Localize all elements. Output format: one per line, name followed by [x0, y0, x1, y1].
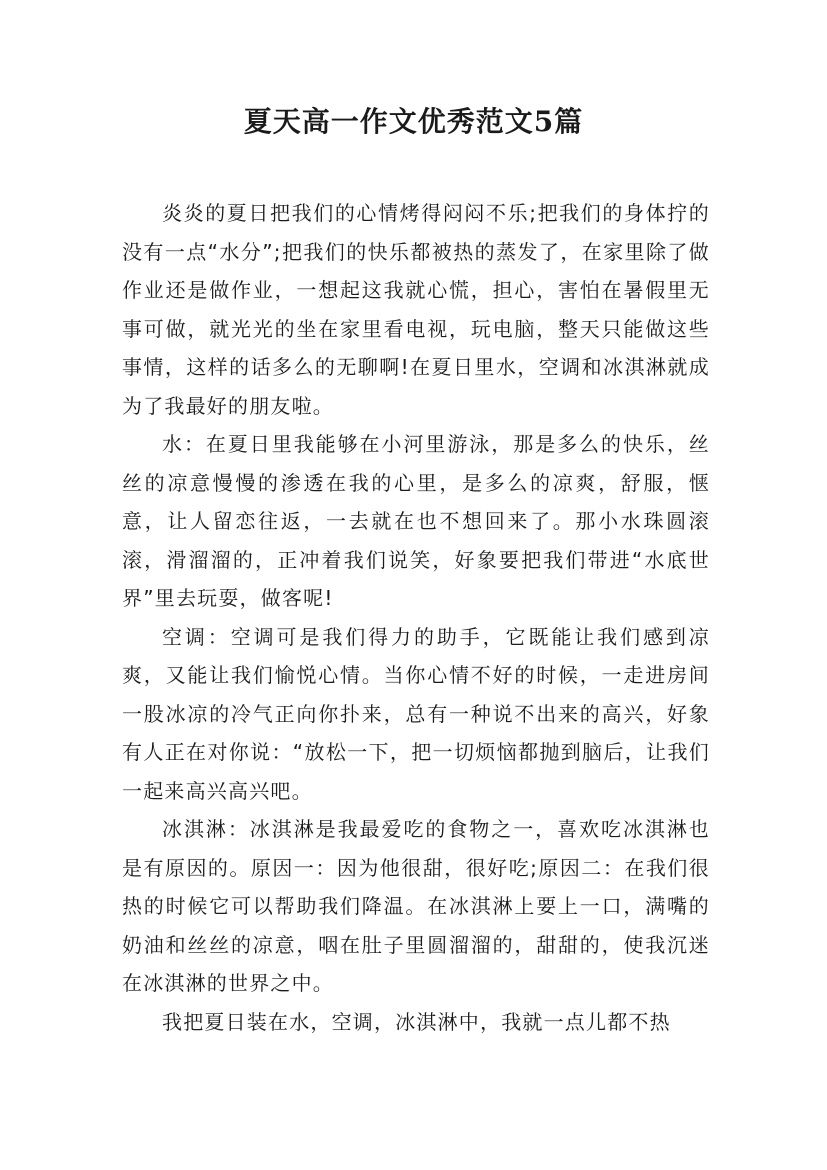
paragraph-ice-cream: 冰淇淋：冰淇淋是我最爱吃的食物之一，喜欢吃冰淇淋也是有原因的。原因一：因为他很甜，很好吃;原因二：在我们很热的时候它可以帮助我们降温。在冰淇淋上要上一口，满嘴的奶油和丝丝的凉意，咽在肚子里圆溜溜的，甜甜的，使我沉迷在冰淇淋的世界之中。 [122, 817, 710, 995]
paragraph-closing: 我把夏日装在水，空调，冰淇淋中，我就一点儿都不热 [162, 1009, 671, 1034]
paragraph-water: 水：在夏日里我能够在小河里游泳，那是多么的快乐，丝丝的凉意慢慢的渗透在我的心里，是多么的凉爽，舒服，惬意，让人留恋往返，一去就在也不想回来了。那小水珠圆滚滚，滑溜溜的，正冲着我们说笑，好象要把我们带进“水底世界”里去玩耍，做客呢! [122, 432, 710, 610]
document-title: 夏天高一作文优秀范文5篇 [243, 105, 584, 138]
paragraph-intro: 炎炎的夏日把我们的心情烤得闷闷不乐;把我们的身体拧的没有一点“水分”;把我们的快乐都被热的蒸发了，在家里除了做作业还是做作业，一想起这我就心慌，担心，害怕在暑假里无事可做，就光光的坐在家里看电视，玩电脑，整天只能做这些事情，这样的话多么的无聊啊!在夏日里水，空调和冰淇淋就成为了我最好的朋友啦。 [122, 201, 710, 418]
paragraph-air-conditioner: 空调：空调可是我们得力的助手，它既能让我们感到凉爽，又能让我们愉悦心情。当你心情不好的时候，一走进房间一股冰凉的冷气正向你扑来，总有一种说不出来的高兴，好象有人正在对你说：“放松一下，把一切烦恼都抛到脑后，让我们一起来高兴高兴吧。 [122, 624, 710, 803]
document-body [122, 194, 710, 1041]
